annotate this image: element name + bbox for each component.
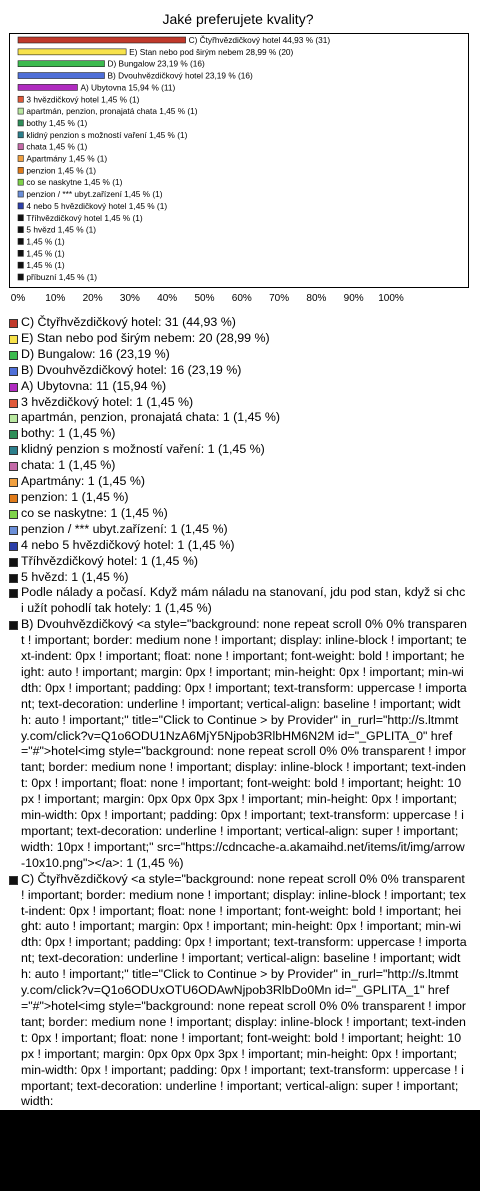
legend-label: 5 hvězd: 1 (1,45 %) <box>21 569 129 584</box>
bar <box>18 84 77 90</box>
bar <box>18 144 23 150</box>
bar <box>18 61 104 67</box>
bar-label: 1,45 % (1) <box>26 260 65 271</box>
legend-label: Apartmány: 1 (1,45 %) <box>21 474 145 489</box>
bar <box>18 262 23 268</box>
legend-swatch <box>9 367 18 376</box>
bar <box>18 179 23 185</box>
bar <box>18 108 23 114</box>
legend-label: penzion / *** ubyt.zařízení: 1 (1,45 %) <box>21 521 228 536</box>
legend-swatch <box>9 621 18 630</box>
legend-swatch <box>9 446 18 455</box>
bar <box>18 96 23 102</box>
bar-chart-svg <box>10 34 468 287</box>
legend-swatch <box>9 558 18 567</box>
legend-item <box>9 506 467 522</box>
legend-item <box>9 395 467 411</box>
legend-item <box>9 490 467 506</box>
x-tick-label: 20% <box>82 293 103 304</box>
bar <box>18 49 126 55</box>
bar <box>18 37 186 43</box>
legend-swatch <box>9 462 18 471</box>
legend-swatch <box>9 510 18 519</box>
legend-item <box>9 315 467 331</box>
x-tick-label: 60% <box>231 293 252 304</box>
plot-area <box>9 33 469 288</box>
legend-swatch <box>9 478 18 487</box>
legend-item <box>9 442 467 458</box>
bar-label: A) Ubytovna 15,94 % (11) <box>80 82 176 93</box>
legend-swatch <box>9 351 18 360</box>
x-tick-label: 90% <box>343 293 364 304</box>
bar <box>18 167 23 173</box>
legend-item <box>9 363 467 379</box>
bar-label: 1,45 % (1) <box>26 248 65 259</box>
legend-swatch <box>9 526 18 535</box>
legend-label: klidný penzion s možností vaření: 1 (1,45 %) <box>21 442 265 457</box>
bottom-blank-area <box>0 1110 480 1191</box>
bar <box>18 73 104 79</box>
bar-label: 5 hvězd 1,45 % (1) <box>26 224 97 235</box>
legend-item <box>9 538 467 554</box>
x-tick-label: 10% <box>45 293 66 304</box>
legend-swatch <box>9 430 18 439</box>
bar <box>18 120 23 126</box>
legend-swatch <box>9 494 18 503</box>
legend-item <box>9 872 467 1110</box>
legend-item <box>9 331 467 347</box>
bar-label: C) Čtyřhvězdičkový hotel 44,93 % (31) <box>188 35 331 45</box>
legend-label: C) Čtyřhvězdičkový <a style="background: none repeat scroll 0% 0% transparent ! important; border: medium none ! important; display: inline-block ! important; text-indent: 0px ! important; float: none ! important; font-weight: bold ! important; height: auto ! important; margin: 0px ! important; min-height: 0px ! important; min-width: 0px ! important; padding: 0px ! important; text-transform: uppercase ! important; text-decoration: underline ! important; vertical-align: baseline ! important; width: auto ! important;" title="Click to Continue > by Provider" in_rurl="http://s.ltmmty.com/click?v=Q1o6ODUxOTU6ODAwNjpob3RlbDo0Mn id="_GPLITA_1" href="#">hotel<img style="background: none repeat scroll 0% 0% transparent ! important; border: medium none ! important; display: inline-block ! important; text-indent: 0px ! important; float: none ! important; font-weight: bold ! important; height: 10px ! important; margin: 0px 0px 0px 3px ! important; min-height: 0px ! important; min-width: 0px ! important; padding: 0px ! important; text-transform: uppercase ! important; text-decoration: underline ! important; vertical-align: super ! important; width: <box>21 871 469 1109</box>
legend-label: 3 hvězdičkový hotel: 1 (1,45 %) <box>21 394 194 409</box>
bar-label: příbuzní 1,45 % (1) <box>26 272 97 282</box>
bar-label: penzion / *** ubyt.zařízení 1,45 % (1) <box>26 189 163 200</box>
legend-label: B) Dvouhvězdičkový hotel: 16 (23,19 %) <box>21 362 242 377</box>
legend-swatch <box>9 542 18 551</box>
legend-label: bothy: 1 (1,45 %) <box>21 426 116 441</box>
legend-item <box>9 522 467 538</box>
legend-item <box>9 458 467 474</box>
legend-swatch <box>9 589 18 598</box>
bar-label: bothy 1,45 % (1) <box>26 117 88 128</box>
bar-label: co se naskytne 1,45 % (1) <box>26 177 123 188</box>
bar <box>18 227 23 233</box>
bar-label: 4 nebo 5 hvězdičkový hotel 1,45 % (1) <box>26 200 168 211</box>
legend-label: apartmán, penzion, pronajatá chata: 1 (1,45 %) <box>21 410 280 425</box>
x-tick-label: 70% <box>269 293 290 304</box>
legend-swatch <box>9 399 18 408</box>
x-axis-ticks <box>0 293 480 307</box>
bar <box>18 132 23 138</box>
x-tick-label: 80% <box>306 293 327 304</box>
bar <box>18 238 23 244</box>
x-tick-label: 40% <box>157 293 178 304</box>
legend-item <box>9 379 467 395</box>
legend-item <box>9 347 467 363</box>
x-tick-label: 50% <box>194 293 215 304</box>
bar-label: penzion 1,45 % (1) <box>26 165 97 176</box>
bar-label: D) Bungalow 23,19 % (16) <box>107 58 205 69</box>
legend-swatch <box>9 574 18 583</box>
legend-swatch <box>9 319 18 328</box>
legend-label: D) Bungalow: 16 (23,19 %) <box>21 346 170 361</box>
legend-item <box>9 617 467 872</box>
legend-swatch <box>9 414 18 423</box>
bar-label: klidný penzion s možností vaření 1,45 % (1) <box>26 129 188 140</box>
legend-label: B) Dvouhvězdičkový <a style="background: none repeat scroll 0% 0% transparent ! important; border: medium none ! important; display: inline-block ! important; text-indent: 0px ! important; float: none ! important; font-weight: bold ! important; height: auto ! important; margin: 0px ! important; min-height: 0px ! important; min-width: 0px ! important; padding: 0px ! important; text-transform: uppercase ! important; text-decoration: underline ! important; vertical-align: baseline ! important; width: auto ! important;" title="Click to Continue > by Provider" in_rurl="http://s.ltmmty.com/click?v=Q1o6ODU1NzA6MjY5Njpob3RlbHM6N2M id="_GPLITA_0" href="#">hotel<img style="background: none repeat scroll 0% 0% transparent ! important; border: medium none ! important; display: inline-block ! important; text-indent: 0px ! important; float: none ! important; font-weight: bold ! important; height: 10px ! important; margin: 0px 0px 0px 3px ! important; min-height: 0px ! important; min-width: 0px ! important; padding: 0px ! important; text-transform: uppercase ! important; text-decoration: underline ! important; vertical-align: super ! important; width: 10px ! important;" src="https://cdncache-a.akamaihd.net/items/it/img/arrow-10x10.png"></a>: 1 (1,45 %) <box>21 617 467 870</box>
legend-label: E) Stan nebo pod širým nebem: 20 (28,99 %) <box>21 330 270 345</box>
legend-item <box>9 585 467 617</box>
legend-label: A) Ubytovna: 11 (15,94 %) <box>21 378 167 393</box>
chart-title: Jaké preferujete kvality? <box>162 11 314 27</box>
bar-label: apartmán, penzion, pronajatá chata 1,45 % (1) <box>26 106 198 117</box>
bar-label: Apartmány 1,45 % (1) <box>26 153 108 164</box>
x-tick-label: 100% <box>378 293 404 304</box>
legend-label: penzion: 1 (1,45 %) <box>21 489 129 504</box>
legend-swatch <box>9 335 18 344</box>
legend-label: co se naskytne: 1 (1,45 %) <box>21 505 168 520</box>
legend-item <box>9 570 467 586</box>
bar <box>18 274 23 280</box>
legend-label: 4 nebo 5 hvězdičkový hotel: 1 (1,45 %) <box>21 537 235 552</box>
bar <box>18 215 23 221</box>
bar-label: 3 hvězdičkový hotel 1,45 % (1) <box>26 94 140 105</box>
bar-label: E) Stan nebo pod širým nebem 28,99 % (20) <box>129 46 294 57</box>
bar-label: chata 1,45 % (1) <box>26 141 88 152</box>
legend-item <box>9 554 467 570</box>
legend-item <box>9 426 467 442</box>
bar-label: Tříhvězdičkový hotel 1,45 % (1) <box>26 212 143 223</box>
legend <box>9 315 467 1110</box>
legend-swatch <box>9 383 18 392</box>
bar <box>18 156 23 162</box>
legend-item <box>9 474 467 490</box>
legend-item <box>9 410 467 426</box>
legend-swatch <box>9 876 18 885</box>
bar <box>18 191 23 197</box>
bar <box>18 250 23 256</box>
legend-label: Podle nálady a počasí. Když mám náladu na stanovaní, jdu pod stan, když si chci užít pohodlí tak hotely: 1 (1,45 %) <box>21 585 466 616</box>
legend-label: C) Čtyřhvězdičkový hotel: 31 (44,93 %) <box>21 315 236 329</box>
legend-label: chata: 1 (1,45 %) <box>21 458 116 473</box>
bar-label: B) Dvouhvězdičkový hotel 23,19 % (16) <box>107 70 253 81</box>
x-tick-label: 0% <box>10 293 26 304</box>
x-tick-label: 30% <box>119 293 140 304</box>
legend-label: Tříhvězdičkový hotel: 1 (1,45 %) <box>21 553 198 568</box>
bar <box>18 203 23 209</box>
bar-label: 1,45 % (1) <box>26 236 65 247</box>
